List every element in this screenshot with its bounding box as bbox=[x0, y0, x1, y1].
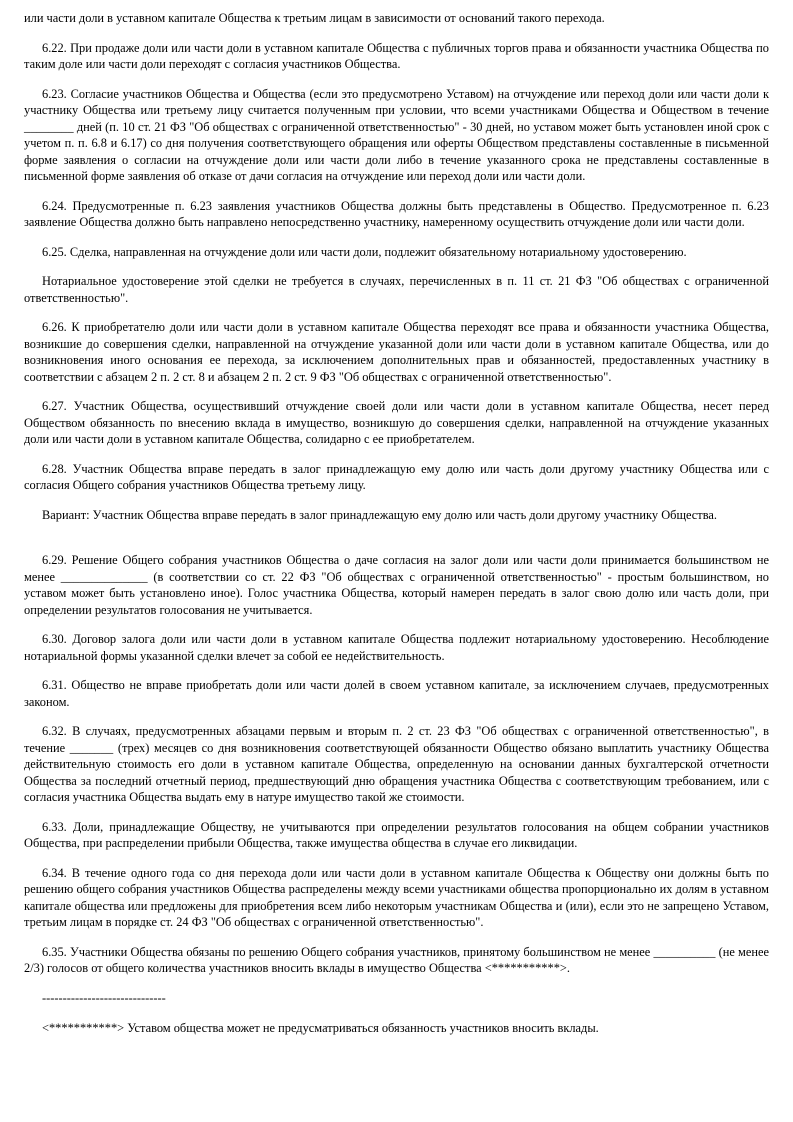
footnote-separator: ------------------------------ bbox=[42, 990, 166, 1005]
paragraph-6-33: 6.33. Доли, принадлежащие Обществу, не учитываются при определении результатов голосования на общем собрании участников Общества, при распределении прибыли Общества, также имущества общества в случае его ликвидации. bbox=[24, 819, 769, 850]
paragraph-continuation: или части доли в уставном капитале Общества к третьим лицам в зависимости от оснований такого перехода. bbox=[24, 11, 605, 25]
paragraph-variant: Вариант: Участник Общества вправе передать в залог принадлежащую ему долю или часть доли другому участнику Общества. bbox=[42, 507, 717, 522]
paragraph-6-23: 6.23. Согласие участников Общества и Общества (если это предусмотрено Уставом) на отчуждение или переход доли или части доли к участнику Общества или третьему лицу считается полученным при условии, что всеми участниками Общества и Обществом в течение ________ дней (п. 10 ст. 21 ФЗ "Об обществах с ограниченной ответственностью" - 30 дней, но уставом может быть установлен иной срок с учетом п. п. 6.8 и 6.17) со дня получения соответствующего обращения или оферты Обществом представлены составленные в письменной форме заявления о согласии на отчуждение доли или части доли либо в течение указанного срока не представлены составленные в письменной форме заявления об отказе от дачи согласия на отчуждение или переход доли или части доли. bbox=[24, 86, 769, 183]
paragraph-6-22: 6.22. При продаже доли или части доли в уставном капитале Общества с публичных торгов права и обязанности участника Общества по таким доле или части доли переходят с согласия участников Общества. bbox=[24, 40, 769, 71]
footnote-text: <***********> Уставом общества может не предусматриваться обязанность участников вносить вклады. bbox=[42, 1021, 599, 1035]
paragraph-6-29: 6.29. Решение Общего собрания участников Общества о даче согласия на залог доли или части доли принимается большинством не менее ______________ (в соответствии со ст. 22 ФЗ "Об обществах с ограниченной ответственностью" - простым большинством, но уставом может быть установлено иное). Голос участника Общества, который намерен передать в залог свою долю или часть доли, при определении результатов голосования не учитывается. bbox=[24, 553, 769, 617]
paragraph-notarial-certification: Нотариальное удостоверение этой сделки не требуется в случаях, перечисленных в п. 11 ст. 21 ФЗ "Об обществах с ограниченной ответственностью". bbox=[24, 274, 769, 305]
paragraph-6-24: 6.24. Предусмотренные п. 6.23 заявления участников Общества должны быть представлены в Общество. Предусмотренное п. 6.23 заявление Общества должно быть направлено непосредственно участнику, намеренному осуществить отчуждение доли или части доли. bbox=[24, 198, 769, 229]
paragraph-6-34: 6.34. В течение одного года со дня перехода доли или части доли в уставном капитале Общества к Обществу они должны быть по решению общего собрания участников Общества распределены между всеми участниками общества пропорционально их долям в уставном капитале общества или предложены для приобретения всем либо некоторым участникам Общества и (или), если это не запрещено Уставом, третьим лицам в порядке ст. 24 ФЗ "Об обществах с ограниченной ответственностью". bbox=[24, 865, 769, 929]
paragraph-6-31: 6.31. Общество не вправе приобретать доли или части долей в своем уставном капитале, за исключением случаев, предусмотренных законом. bbox=[24, 678, 769, 709]
section-spacer bbox=[24, 536, 769, 552]
paragraph-6-32: 6.32. В случаях, предусмотренных абзацами первым и вторым п. 2 ст. 23 ФЗ "Об обществах с ограниченной ответственностью", в течение _______ (трех) месяцев со дня возникновения соответствующей обязанности Общество обязано выплатить участнику Общества действительную стоимость его доли в уставном капитале Общества, определенную на основании данных бухгалтерской отчетности Общества за последний отчетный период, предшествующий дню обращения участника Общества с соответствующим требованием, или с согласия участника Общества выдать ему в натуре имущество такой же стоимости. bbox=[24, 724, 769, 804]
paragraph-6-30: 6.30. Договор залога доли или части доли в уставном капитале Общества подлежит нотариальному удостоверению. Несоблюдение нотариальной формы указанной сделки влечет за собой ее недействительность. bbox=[24, 632, 769, 663]
paragraph-6-35: 6.35. Участники Общества обязаны по решению Общего собрания участников, принятому большинством не менее __________ (не менее 2/3) голосов от общего количества участников вносить вклады в имущество Общества <***********>. bbox=[24, 944, 769, 975]
paragraph-6-27: 6.27. Участник Общества, осуществивший отчуждение своей доли или части доли в уставном капитале Общества, несет перед Обществом обязанность по внесению вклада в имущество, возникшую до совершения сделки, направленной на отчуждение указанных доли или части доли в уставном капитале Общества, солидарно с ее приобретателем. bbox=[24, 399, 769, 446]
paragraph-6-28: 6.28. Участник Общества вправе передать в залог принадлежащую ему долю или часть доли другому участнику Общества или с согласия Общего собрания участников Общества третьему лицу. bbox=[24, 461, 769, 492]
paragraph-6-25: 6.25. Сделка, направленная на отчуждение доли или части доли, подлежит обязательному нотариальному удостоверению. bbox=[42, 244, 687, 259]
paragraph-6-26: 6.26. К приобретателю доли или части доли в уставном капитале Общества переходят все права и обязанности участника Общества, возникшие до совершения сделки, направленной на отчуждение указанной доли или части доли в уставном капитале Общества, или до возникновения иного основания ее перехода, за исключением дополнительных прав и обязанностей, предоставленных участнику в соответствии с абзацем 2 п. 2 ст. 8 и абзацем 2 п. 2 ст. 9 ФЗ "Об обществах с ограниченной ответственностью". bbox=[24, 320, 769, 384]
